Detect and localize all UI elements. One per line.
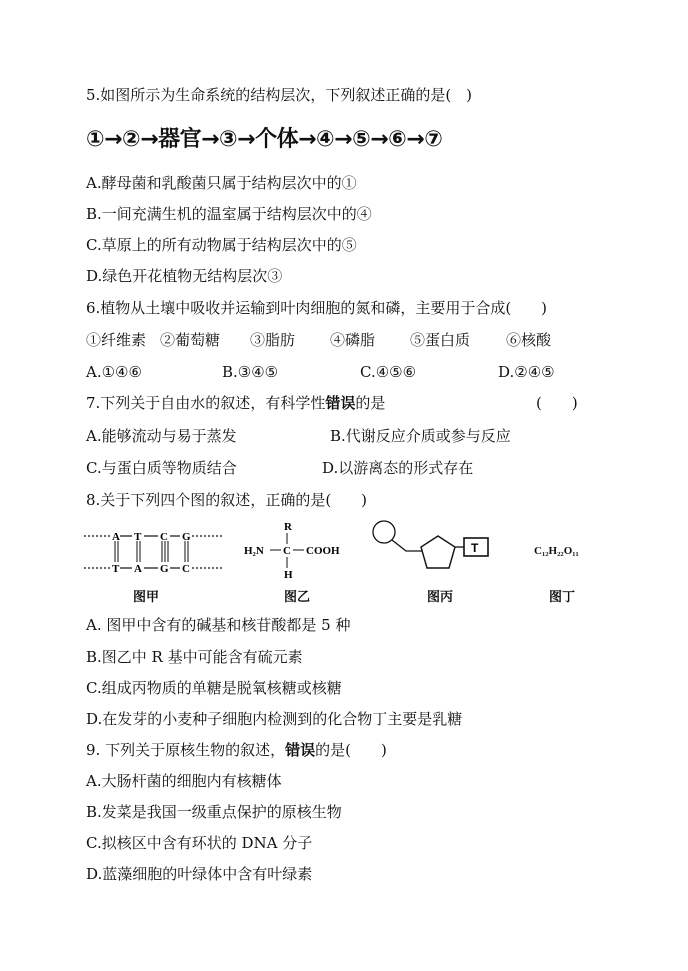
q5-structure-chain: ①→②→器官→③→个体→④→⑤→⑥→⑦ xyxy=(86,127,443,152)
figure-ding-label: 图丁 xyxy=(549,590,576,605)
q7-stem-post: 的是 xyxy=(355,394,386,412)
q6-item-6: ⑥核酸 xyxy=(506,331,552,349)
q9-option-a: A.大肠杆菌的细胞内有核糖体 xyxy=(86,772,282,790)
q6-option-d: D.②④⑤ xyxy=(498,363,555,381)
q6-item-3: ③脂肪 xyxy=(250,331,296,349)
base-top-3: C xyxy=(160,531,168,543)
q7-option-d: D.以游离态的形式存在 xyxy=(322,459,474,477)
q6-item-4: ④磷脂 xyxy=(330,331,376,349)
figure-bing-label: 图丙 xyxy=(427,590,454,605)
q6-option-b: B.③④⑤ xyxy=(222,363,279,381)
q5-option-c: C.草原上的所有动物属于结构层次中的⑤ xyxy=(86,236,357,254)
q9-stem-post: 的是( ) xyxy=(315,741,387,759)
q8-option-b: B.图乙中 R 基中可能含有硫元素 xyxy=(86,648,303,666)
carboxyl-group: COOH xyxy=(306,545,340,557)
q9-stem-pre: 9. 下列关于原核生物的叙述， xyxy=(86,741,286,759)
q7-answer-paren: ( ) xyxy=(536,394,578,412)
base-top-4: G xyxy=(182,531,191,543)
base-letter: T xyxy=(471,541,479,555)
figure-jia-label: 图甲 xyxy=(133,590,160,605)
phosphate-bond xyxy=(392,540,422,551)
base-top-1: A xyxy=(112,531,120,543)
pentose-ring xyxy=(421,536,455,568)
q8-stem: 8.关于下列四个图的叙述，正确的是( ) xyxy=(86,491,368,509)
q5-option-d: D.绿色开花植物无结构层次③ xyxy=(86,267,283,285)
amino-hydrogen: H xyxy=(284,569,293,581)
q7-stem-emphasis: 错误 xyxy=(325,394,356,412)
q7-stem xyxy=(86,393,385,413)
q9-option-d: D.蓝藻细胞的叶绿体中含有叶绿素 xyxy=(86,865,313,883)
figure-yi-label: 图乙 xyxy=(284,590,311,605)
base-bottom-2: A xyxy=(134,563,142,575)
amino-group: H₂N xyxy=(244,545,264,557)
q9-stem xyxy=(86,740,387,760)
q5-option-a: A.酵母菌和乳酸菌只属于结构层次中的① xyxy=(86,174,357,192)
q8-option-d: D.在发芽的小麦种子细胞内检测到的化合物丁主要是乳糖 xyxy=(86,710,463,728)
q6-stem: 6.植物从土壤中吸收并运输到叶肉细胞的氮和磷，主要用于合成( ) xyxy=(86,299,548,317)
q8-option-a: A. 图甲中含有的碱基和核苷酸都是 5 种 xyxy=(86,616,351,634)
figure-bing-nucleotide xyxy=(370,518,494,580)
amino-r-group: R xyxy=(284,521,292,533)
q9-option-c: C.拟核区中含有环状的 DNA 分子 xyxy=(86,834,313,852)
q6-option-a: A.①④⑥ xyxy=(86,363,142,381)
q7-option-a: A.能够流动与易于蒸发 xyxy=(86,427,237,445)
figure-yi-amino-acid xyxy=(244,520,354,582)
q6-item-2: ②葡萄糖 xyxy=(160,331,221,349)
figure-ding-formula: C₁₂H₂₂O₁₁ xyxy=(534,545,579,557)
q9-stem-emphasis: 错误 xyxy=(285,741,316,759)
q6-item-5: ⑤蛋白质 xyxy=(410,331,471,349)
q7-option-c: C.与蛋白质等物质结合 xyxy=(86,459,237,477)
q5-option-b: B.一间充满生机的温室属于结构层次中的④ xyxy=(86,205,372,223)
base-bottom-4: C xyxy=(182,563,190,575)
q8-option-c: C.组成丙物质的单糖是脱氧核糖或核糖 xyxy=(86,679,342,697)
q9-option-b: B.发菜是我国一级重点保护的原核生物 xyxy=(86,803,342,821)
q5-stem: 5.如图所示为生命系统的结构层次，下列叙述正确的是( ) xyxy=(86,86,473,104)
base-top-2: T xyxy=(134,531,142,543)
q6-option-c: C.④⑤⑥ xyxy=(360,363,417,381)
alpha-carbon: C xyxy=(283,545,291,557)
q6-item-1: ①纤维素 xyxy=(86,331,147,349)
base-bottom-3: G xyxy=(160,563,169,575)
q7-option-b: B.代谢反应介质或参与反应 xyxy=(330,427,511,445)
phosphate-circle xyxy=(373,521,395,543)
figure-jia-dna-strand xyxy=(84,524,224,580)
base-bottom-1: T xyxy=(112,563,120,575)
q7-stem-pre: 7.下列关于自由水的叙述，有科学性 xyxy=(86,394,326,412)
